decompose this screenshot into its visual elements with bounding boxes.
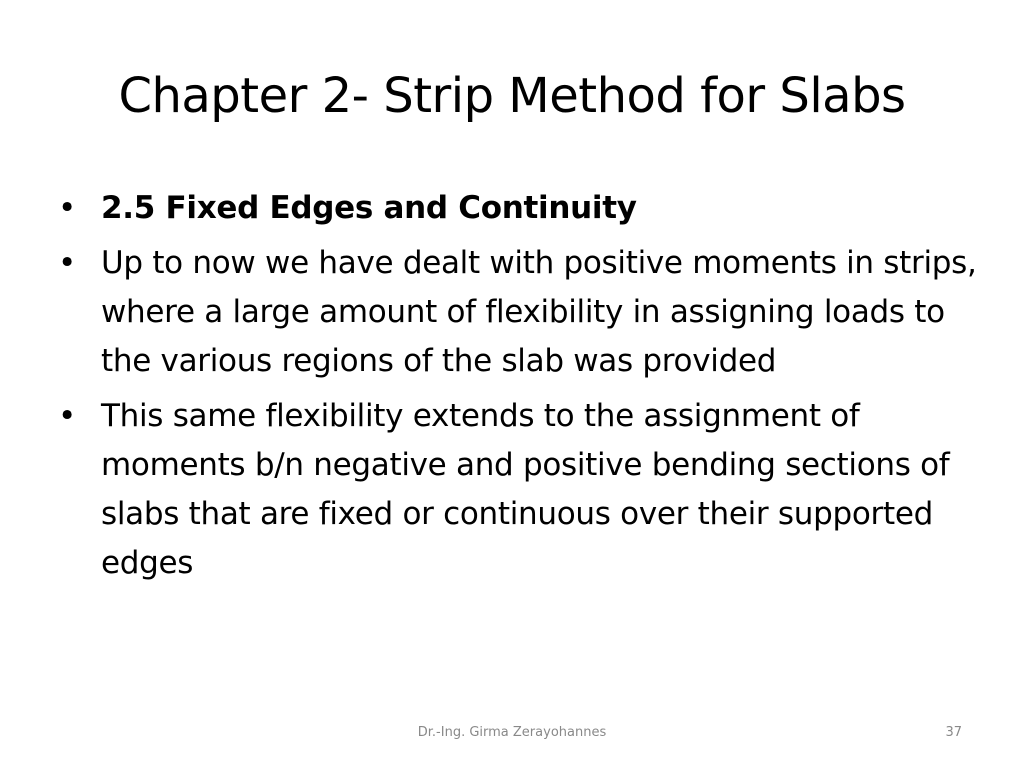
bullet-dot-icon: • bbox=[58, 398, 76, 434]
slide-page-number: 37 bbox=[945, 725, 962, 740]
bullet-text: 2.5 Fixed Edges and Continuity bbox=[101, 190, 637, 226]
bullet-dot-icon: • bbox=[58, 245, 76, 281]
bullet-dot-icon: • bbox=[58, 190, 76, 226]
footer-author: Dr.-Ing. Girma Zerayohannes bbox=[417, 725, 607, 740]
bullet-item-section-heading bbox=[58, 184, 978, 233]
bullet-text: Up to now we have dealt with positive moments in strips, where a large amount of flexibility in assigning loads to the various regions of the slab was provided bbox=[101, 245, 977, 379]
bullet-item-positive-moments bbox=[58, 239, 978, 386]
slide-title: Chapter 2- Strip Method for Slabs bbox=[118, 68, 906, 124]
bullet-item-flexibility bbox=[58, 392, 978, 588]
bullet-list bbox=[58, 184, 978, 594]
bullet-text: This same flexibility extends to the assignment of moments b/n negative and positive bending sections of slabs that are fixed or continuous over their supported edges bbox=[101, 398, 950, 581]
